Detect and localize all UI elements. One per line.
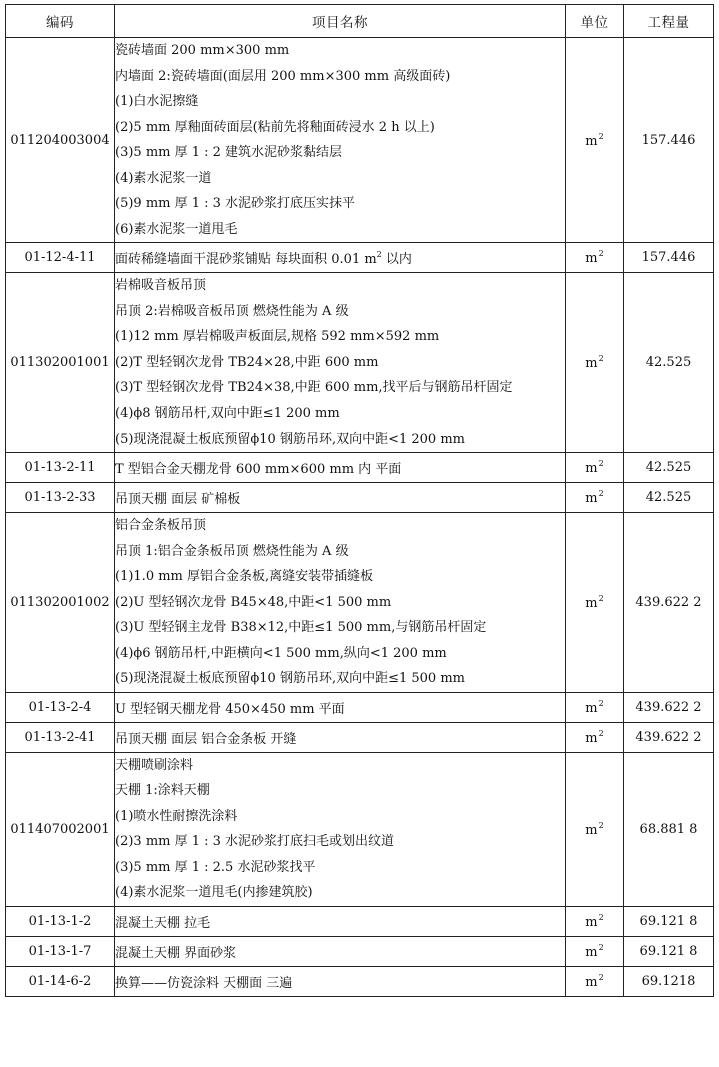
unit-exponent: 2 bbox=[598, 354, 604, 363]
unit-exponent: 2 bbox=[598, 942, 604, 952]
row-code: 01-14-6-2 bbox=[6, 966, 115, 996]
unit-exponent: 2 bbox=[598, 459, 604, 468]
row-code: 01-13-1-2 bbox=[6, 906, 115, 936]
header-name: 项目名称 bbox=[115, 5, 566, 38]
row-quantity: 42.525 bbox=[624, 273, 714, 453]
row-unit bbox=[566, 513, 624, 693]
unit-base: m bbox=[585, 700, 598, 716]
description-line: (3)5 mm 厚 1 : 2.5 水泥砂浆找平 bbox=[115, 859, 316, 875]
row-quantity: 157.446 bbox=[624, 38, 714, 243]
row-quantity: 157.446 bbox=[624, 243, 714, 273]
row-description bbox=[115, 752, 566, 906]
unit-base: m bbox=[585, 133, 598, 149]
description-line: (3)T 型轻钢次龙骨 TB24×38,中距 600 mm,找平后与钢筋吊杆固定 bbox=[115, 380, 513, 395]
unit-base: m bbox=[585, 730, 598, 746]
description-line: (1)1.0 mm 厚铝合金条板,离缝安装带插缝板 bbox=[115, 569, 374, 584]
description-line: 天棚喷刷涂料 bbox=[115, 757, 194, 773]
row-code: 011407002001 bbox=[6, 752, 115, 906]
description-line: (3)U 型轻钢主龙骨 B38×12,中距≤1 500 mm,与钢筋吊杆固定 bbox=[115, 620, 487, 635]
description-line: (4)素水泥浆一道 bbox=[115, 170, 212, 186]
table-row bbox=[6, 453, 714, 483]
row-description: 混凝土天棚 界面砂浆 bbox=[115, 936, 566, 966]
unit-base: m bbox=[585, 595, 598, 611]
table-row bbox=[6, 273, 714, 453]
unit-base: m bbox=[585, 251, 598, 266]
quantity-table bbox=[5, 4, 714, 997]
description-line: (1)12 mm 厚岩棉吸声板面层,规格 592 mm×592 mm bbox=[115, 329, 440, 344]
description-line: (4)素水泥浆一道甩毛(内掺建筑胶) bbox=[115, 885, 313, 900]
unit-base: m bbox=[585, 914, 598, 930]
header-code: 编码 bbox=[6, 5, 115, 38]
row-code: 01-13-2-33 bbox=[6, 483, 115, 513]
row-code: 01-13-2-11 bbox=[6, 453, 115, 483]
row-unit bbox=[566, 243, 624, 273]
row-description bbox=[115, 243, 566, 273]
table-row bbox=[6, 692, 714, 722]
description-line: (2)5 mm 厚釉面砖面层(粘前先将釉面砖浸水 2 h 以上) bbox=[115, 119, 435, 135]
unit-exponent: 2 bbox=[598, 593, 604, 603]
description-line: (1)喷水性耐擦洗涂料 bbox=[115, 808, 238, 824]
unit-base: m bbox=[585, 974, 598, 990]
table-row bbox=[6, 38, 714, 243]
row-code: 01-13-2-4 bbox=[6, 692, 115, 722]
table-row bbox=[6, 966, 714, 996]
row-quantity: 439.622 2 bbox=[624, 722, 714, 752]
row-quantity: 439.622 2 bbox=[624, 513, 714, 693]
row-description: 吊顶天棚 面层 矿棉板 bbox=[115, 483, 566, 513]
table-header-row bbox=[6, 5, 714, 38]
row-quantity: 42.525 bbox=[624, 453, 714, 483]
row-description: 换算——仿瓷涂料 天棚面 三遍 bbox=[115, 966, 566, 996]
row-quantity: 439.622 2 bbox=[624, 692, 714, 722]
description-line: (4)ϕ8 钢筋吊杆,双向中距≤1 200 mm bbox=[115, 406, 340, 421]
row-code: 01-13-1-7 bbox=[6, 936, 115, 966]
table-row bbox=[6, 936, 714, 966]
table-row bbox=[6, 483, 714, 513]
description-text-tail: 以内 bbox=[381, 252, 412, 267]
unit-base: m bbox=[585, 944, 598, 960]
description-line: 吊顶 2:岩棉吸音板吊顶 燃烧性能为 A 级 bbox=[115, 303, 349, 319]
row-description bbox=[115, 273, 566, 453]
unit-base: m bbox=[585, 491, 598, 506]
description-line: 岩棉吸音板吊顶 bbox=[115, 278, 207, 293]
row-unit bbox=[566, 936, 624, 966]
row-unit bbox=[566, 453, 624, 483]
row-unit bbox=[566, 692, 624, 722]
description-superscript: 2 bbox=[376, 250, 382, 259]
unit-exponent: 2 bbox=[598, 489, 604, 498]
description-line: (2)U 型轻钢次龙骨 B45×48,中距<1 500 mm bbox=[115, 594, 392, 610]
unit-exponent: 2 bbox=[598, 728, 604, 738]
row-unit bbox=[566, 966, 624, 996]
row-code: 011204003004 bbox=[6, 38, 115, 243]
unit-exponent: 2 bbox=[598, 249, 604, 258]
row-quantity: 68.881 8 bbox=[624, 752, 714, 906]
row-unit bbox=[566, 273, 624, 453]
description-line: (6)素水泥浆一道甩毛 bbox=[115, 221, 238, 237]
unit-base: m bbox=[585, 461, 598, 476]
description-line: (5)9 mm 厚 1 : 3 水泥砂浆打底压实抹平 bbox=[115, 196, 356, 211]
table-row bbox=[6, 906, 714, 936]
row-code: 011302001001 bbox=[6, 273, 115, 453]
description-line: (5)现浇混凝土板底预留ϕ10 钢筋吊环,双向中距≤1 500 mm bbox=[115, 671, 465, 686]
unit-base: m bbox=[585, 356, 598, 371]
row-code: 01-13-2-41 bbox=[6, 722, 115, 752]
description-line: 天棚 1:涂料天棚 bbox=[115, 783, 210, 798]
description-line: (5)现浇混凝土板底预留ϕ10 钢筋吊环,双向中距<1 200 mm bbox=[115, 431, 465, 447]
unit-exponent: 2 bbox=[598, 131, 604, 141]
row-quantity: 42.525 bbox=[624, 483, 714, 513]
row-unit bbox=[566, 752, 624, 906]
description-line: (2)3 mm 厚 1 : 3 水泥砂浆打底扫毛或划出纹道 bbox=[115, 834, 395, 849]
table-row bbox=[6, 513, 714, 693]
table-row bbox=[6, 243, 714, 273]
unit-exponent: 2 bbox=[598, 912, 604, 922]
description-line: (3)5 mm 厚 1 : 2 建筑水泥砂浆黏结层 bbox=[115, 145, 343, 160]
row-description: U 型轻钢天棚龙骨 450×450 mm 平面 bbox=[115, 692, 566, 722]
row-code: 011302001002 bbox=[6, 513, 115, 693]
description-line: (1)白水泥擦缝 bbox=[115, 94, 199, 109]
description-line: 吊顶 1:铝合金条板吊顶 燃烧性能为 A 级 bbox=[115, 543, 349, 559]
row-description bbox=[115, 38, 566, 243]
row-unit bbox=[566, 906, 624, 936]
row-description: T 型铝合金天棚龙骨 600 mm×600 mm 内 平面 bbox=[115, 453, 566, 483]
description-line: (2)T 型轻钢次龙骨 TB24×28,中距 600 mm bbox=[115, 354, 379, 370]
description-text: 面砖稀缝墙面干混砂浆铺贴 每块面积 0.01 m bbox=[115, 252, 377, 267]
unit-base: m bbox=[585, 822, 598, 838]
description-line: 内墙面 2:瓷砖墙面(面层用 200 mm×300 mm 高级面砖) bbox=[115, 68, 451, 84]
description-line: (4)ϕ6 钢筋吊杆,中距横向<1 500 mm,纵向<1 200 mm bbox=[115, 645, 447, 661]
row-quantity: 69.1218 bbox=[624, 966, 714, 996]
description-line: 瓷砖墙面 200 mm×300 mm bbox=[115, 43, 290, 58]
row-description: 吊顶天棚 面层 铝合金条板 开缝 bbox=[115, 722, 566, 752]
table-row bbox=[6, 752, 714, 906]
row-description: 混凝土天棚 拉毛 bbox=[115, 906, 566, 936]
row-unit bbox=[566, 722, 624, 752]
row-quantity: 69.121 8 bbox=[624, 936, 714, 966]
unit-exponent: 2 bbox=[598, 820, 604, 830]
row-unit bbox=[566, 38, 624, 243]
description-line: 铝合金条板吊顶 bbox=[115, 518, 207, 533]
row-description bbox=[115, 513, 566, 693]
row-code: 01-12-4-11 bbox=[6, 243, 115, 273]
unit-exponent: 2 bbox=[598, 972, 604, 982]
row-unit bbox=[566, 483, 624, 513]
header-unit: 单位 bbox=[566, 5, 624, 38]
unit-exponent: 2 bbox=[598, 698, 604, 708]
header-quantity: 工程量 bbox=[624, 5, 714, 38]
row-quantity: 69.121 8 bbox=[624, 906, 714, 936]
table-row bbox=[6, 722, 714, 752]
